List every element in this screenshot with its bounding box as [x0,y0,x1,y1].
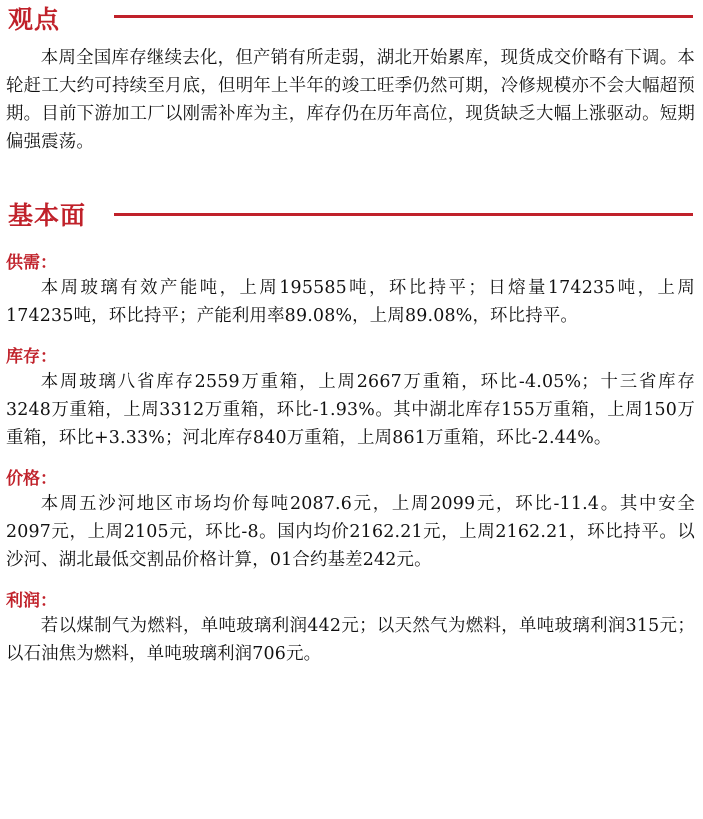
viewpoint-header [6,0,695,40]
supply-demand-paragraph: 本周玻璃有效产能吨，上周195585吨，环比持平；日熔量174235吨，上周174235吨，环比持平；产能利用率89.08%，上周89.08%，环比持平。 [6,278,695,326]
supply-demand-title: 供需： [6,253,57,273]
inventory-title: 库存： [6,347,57,367]
fundamentals-title: 基本面 [8,201,87,230]
inventory-paragraph: 本周玻璃八省库存2559万重箱，上周2667万重箱，环比-4.05%；十三省库存3248万重箱，上周3312万重箱，环比-1.93%。其中湖北库存155万重箱，上周150万重箱，环比+3.33%；河北库存840万重箱，上周861万重箱，环比-2.44%。 [6,372,695,448]
inventory-block [6,346,695,452]
price-title: 价格： [6,469,57,489]
supply-demand-block [6,252,695,330]
profit-paragraph: 若以煤制气为燃料，单吨玻璃利润442元；以天然气为燃料，单吨玻璃利润315元；以石油焦为燃料，单吨玻璃利润706元。 [6,616,695,664]
viewpoint-divider [114,15,693,18]
fundamentals-divider [114,213,693,216]
price-block [6,468,695,574]
price-paragraph: 本周五沙河地区市场均价每吨2087.6元，上周2099元，环比-11.4。其中安全2097元，上周2105元，环比-8。国内均价2162.21元，上周2162.21，环比持平。以沙河、湖北最低交割品价格计算，01合约基差242元。 [6,494,695,570]
viewpoint-paragraph: 本周全国库存继续去化，但产销有所走弱，湖北开始累库，现货成交价略有下调。本轮赶工大约可持续至月底，但明年上半年的竣工旺季仍然可期，冷修规模亦不会大幅超预期。目前下游加工厂以刚需补库为主，库存仍在历年高位，现货缺乏大幅上涨驱动。短期偏强震荡。 [6,48,695,152]
viewpoint-title: 观点 [8,5,61,34]
profit-title: 利润： [6,591,57,611]
fundamentals-header [6,196,695,236]
profit-block [6,590,695,668]
